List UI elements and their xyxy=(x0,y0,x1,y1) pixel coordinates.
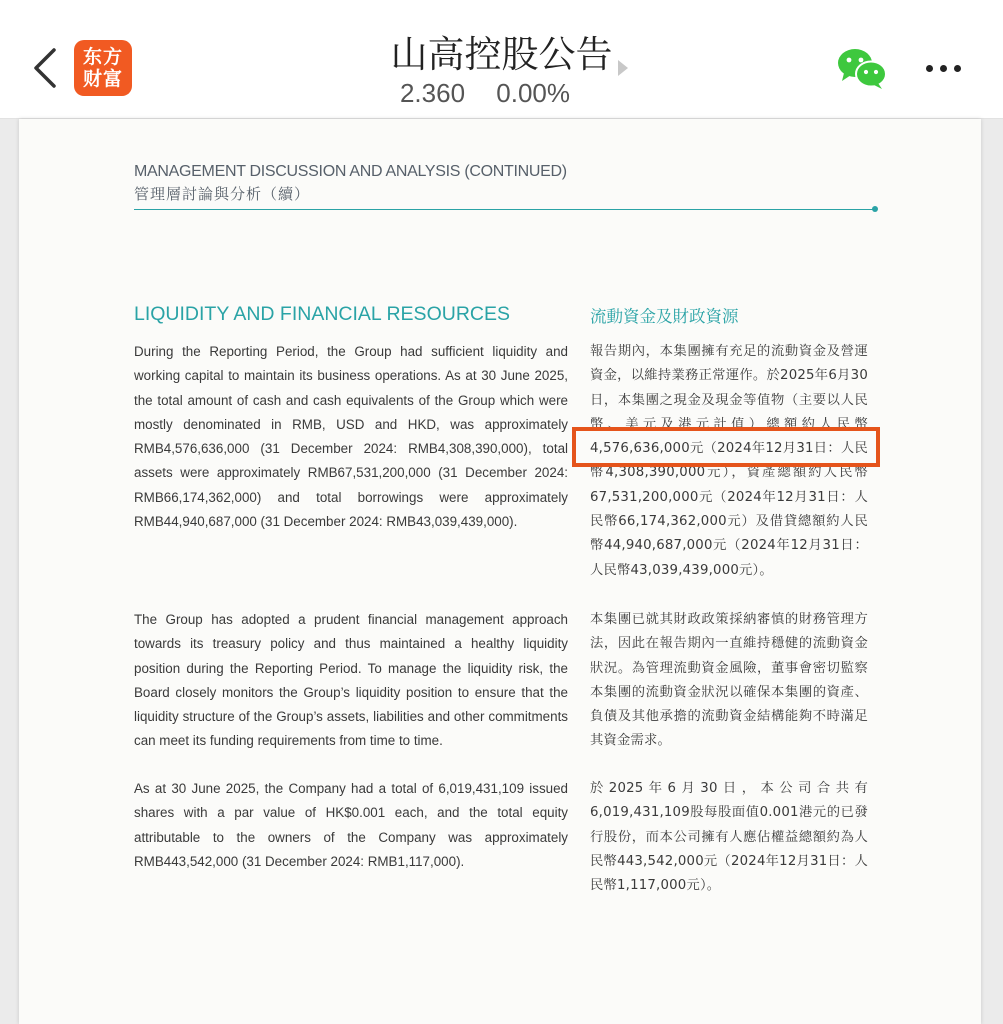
page-title: 山高控股公告 xyxy=(390,33,613,76)
header-divider xyxy=(134,209,876,210)
play-arrow-icon xyxy=(618,60,628,76)
document-page xyxy=(19,119,981,1024)
doc-header-zh: 管理層討論與分析（續） xyxy=(134,185,311,203)
wechat-icon xyxy=(836,46,888,90)
more-dot-icon xyxy=(926,65,933,72)
en-paragraph-treasury: The Group has adopted a prudent financial management approach towards its treasury policy and thus maintained a healthy liquidity position during the Reporting Period. To manage the liquidity risk, the Board closely monitors the Group’s liquidity position to ensure that the liquidity structure of the Group’s assets, liabilities and other commitments can meet its funding requirements from time to time. xyxy=(134,612,568,749)
zh-paragraph-liquidity: 報告期內，本集團擁有充足的流動資金及營運資金，以維持業務正常運作。於2025年6月30日，本集團之現金及現金等值物（主要以人民幣、美元及港元計值）總額約人民幣4,576,636,000元（2024年12月31日：人民幣4,308,390,000元），資產總額約人民幣67,531,200,000元（2024年12月31日：人民幣66,174,362,000元）及借貸總額約人民幣44,940,687,000元（2024年12月31日：人民幣43,039,439,000元）。 xyxy=(590,344,868,578)
more-dot-icon xyxy=(954,65,961,72)
stock-price: 2.360 xyxy=(399,78,466,108)
doc-header-en: MANAGEMENT DISCUSSION AND ANALYSIS (CONTINUED) xyxy=(134,163,567,180)
en-paragraph-liquidity: During the Reporting Period, the Group had sufficient liquidity and working capital to maintain its business operations. As at 30 June 2025, the total amount of cash and cash equivalents of the Group which were mostly denominated in RMB, USD and HKD, was approximately RMB4,576,636,000 (31 December 2024: RMB4,308,390,000), total assets were approximately RMB67,531,200,000 (31 December 2024: RMB66,174,362,000) and total borrowings were approximately RMB44,940,687,000 (31 December 2024: RMB43,039,439,000). xyxy=(134,344,568,530)
app-bar xyxy=(0,0,1003,119)
stock-change: 0.00% xyxy=(496,78,571,108)
section-title-en: LIQUIDITY AND FINANCIAL RESOURCES xyxy=(134,303,510,325)
section-title-zh: 流動資金及財政資源 xyxy=(590,307,739,326)
wechat-share-button[interactable] xyxy=(836,46,888,90)
stock-quote xyxy=(0,78,970,109)
more-dot-icon xyxy=(940,65,947,72)
logo-text-bottom: 财富 xyxy=(82,68,123,90)
logo-text-top: 东方 xyxy=(82,46,123,68)
more-options-button[interactable] xyxy=(918,54,968,82)
zh-paragraph-shares: 於2025年6月30日，本公司合共有6,019,431,109股每股面值0.001港元的已發行股份，而本公司擁有人應佔權益總額約為人民幣443,542,000元（2024年12月31日：人民幣1,117,000元）。 xyxy=(590,781,868,894)
header-divider-dot xyxy=(872,206,878,212)
en-paragraph-shares: As at 30 June 2025, the Company had a total of 6,019,431,109 issued shares with a par value of HK$0.001 each, and the total equity attributable to the owners of the Company was approximately RMB443,542,000 (31 December 2024: RMB1,117,000). xyxy=(134,781,568,869)
zh-paragraph-treasury: 本集團已就其財政政策採納審慎的財務管理方法，因此在報告期內一直維持穩健的流動資金狀況。為管理流動資金風險，董事會密切監察本集團的流動資金狀況以確保本集團的資產、負債及其他承擔的流動資金結構能夠不時滿足其資金需求。 xyxy=(590,612,868,749)
